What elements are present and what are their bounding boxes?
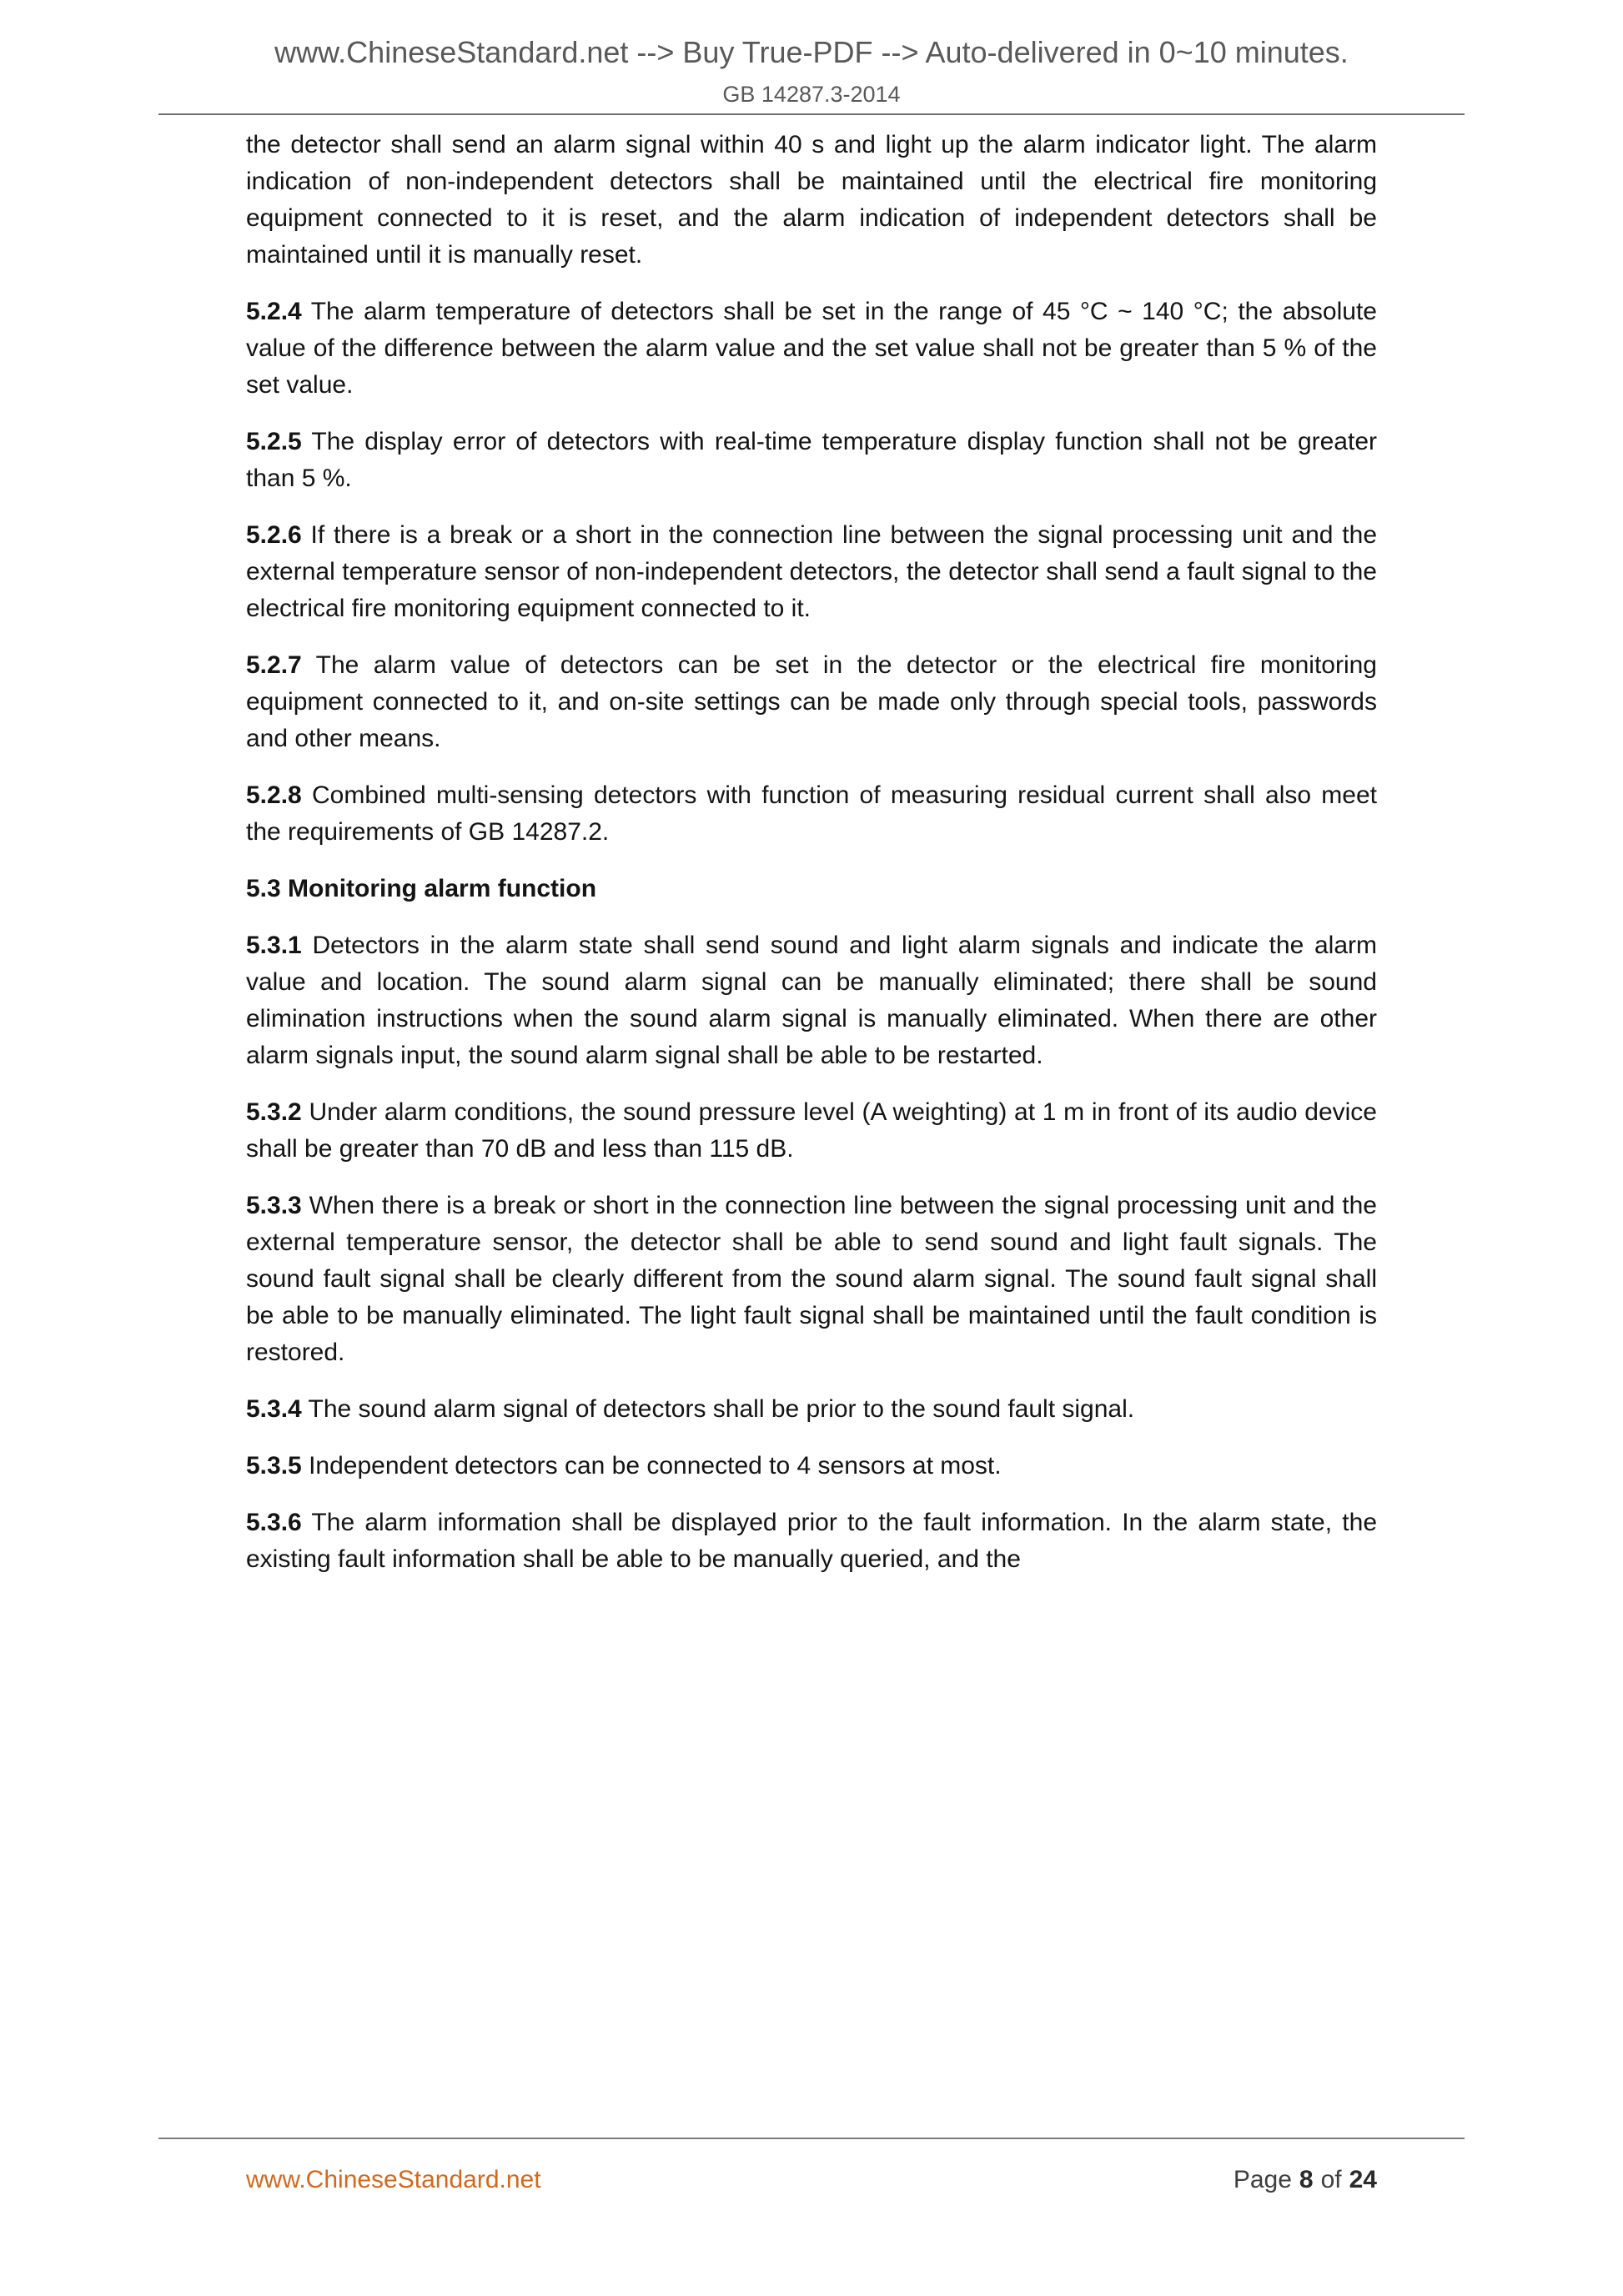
page-header: [158, 35, 1465, 108]
page-indicator: [1234, 2166, 1377, 2194]
page-word: Page: [1233, 2166, 1292, 2193]
paragraph: 5.3.4 The sound alarm signal of detectors shall be prior to the sound fault signal.: [246, 1395, 1135, 1423]
total-pages: 24: [1349, 2166, 1377, 2193]
document-body: [246, 127, 1377, 1598]
header-doc-number: GB 14287.3-2014: [722, 82, 901, 107]
paragraph: 5.2.7 The alarm value of detectors can be set in the detector or the electrical fire monitoring equipment connected to it, and on-site settings can be made only through special tools, passwords and other means.: [246, 651, 1377, 752]
footer-site-link[interactable]: www.ChineseStandard.net: [246, 2166, 541, 2193]
paragraph: 5.2.4 The alarm temperature of detectors shall be set in the range of 45 °C ~ 140 °C; the absolute value of the difference between the alarm value and the set value shall not be greater than 5 % of the set value.: [246, 298, 1377, 399]
paragraph: 5.3.2 Under alarm conditions, the sound pressure level (A weighting) at 1 m in front of its audio device shall be greater than 70 dB and less than 115 dB.: [246, 1098, 1377, 1163]
page-footer: [246, 2166, 1377, 2194]
paragraph: the detector shall send an alarm signal within 40 s and light up the alarm indicator light. The alarm indication of non-independent detectors shall be maintained until the electrical fire monitoring equipment connected to it is reset, and the alarm indication of independent detectors shall be maintained until it is manually reset.: [246, 131, 1377, 269]
header-divider: [158, 113, 1465, 115]
paragraph: 5.2.6 If there is a break or a short in the connection line between the signal processing unit and the external temperature sensor of non-independent detectors, the detector shall send a fault signal to the electrical fire monitoring equipment connected to it.: [246, 521, 1377, 622]
footer-divider: [158, 2138, 1465, 2139]
paragraph: 5.3.1 Detectors in the alarm state shall send sound and light alarm signals and indicate the alarm value and location. The sound alarm signal can be manually eliminated; there shall be sound elimination instructions when the sound alarm signal is manually eliminated. When there are other alarm signals input, the sound alarm signal shall be able to be restarted.: [246, 932, 1377, 1069]
of-word: of: [1320, 2166, 1342, 2193]
paragraph: 5.2.8 Combined multi-sensing detectors with function of measuring residual current shall also meet the requirements of GB 14287.2.: [246, 781, 1377, 846]
header-tagline: www.ChineseStandard.net --> Buy True-PDF --> Auto-delivered in 0~10 minutes.: [274, 35, 1349, 69]
paragraph: 5.3.6 The alarm information shall be displayed prior to the fault information. In the alarm state, the existing fault information shall be able to be manually queried, and the: [246, 1509, 1377, 1573]
paragraph: 5.3.3 When there is a break or short in the connection line between the signal processing unit and the external temperature sensor, the detector shall be able to send sound and light fault signals. The sound fault signal shall be clearly different from the sound alarm signal. The sound fault signal shall be able to be manually eliminated. The light fault signal shall be maintained until the fault condition is restored.: [246, 1192, 1377, 1366]
section-heading: 5.3 Monitoring alarm function: [246, 875, 597, 902]
paragraph: 5.3.5 Independent detectors can be connected to 4 sensors at most.: [246, 1452, 1002, 1480]
paragraph: 5.2.5 The display error of detectors with real-time temperature display function shall not be greater than 5 %.: [246, 428, 1377, 492]
page-number: 8: [1299, 2166, 1314, 2193]
